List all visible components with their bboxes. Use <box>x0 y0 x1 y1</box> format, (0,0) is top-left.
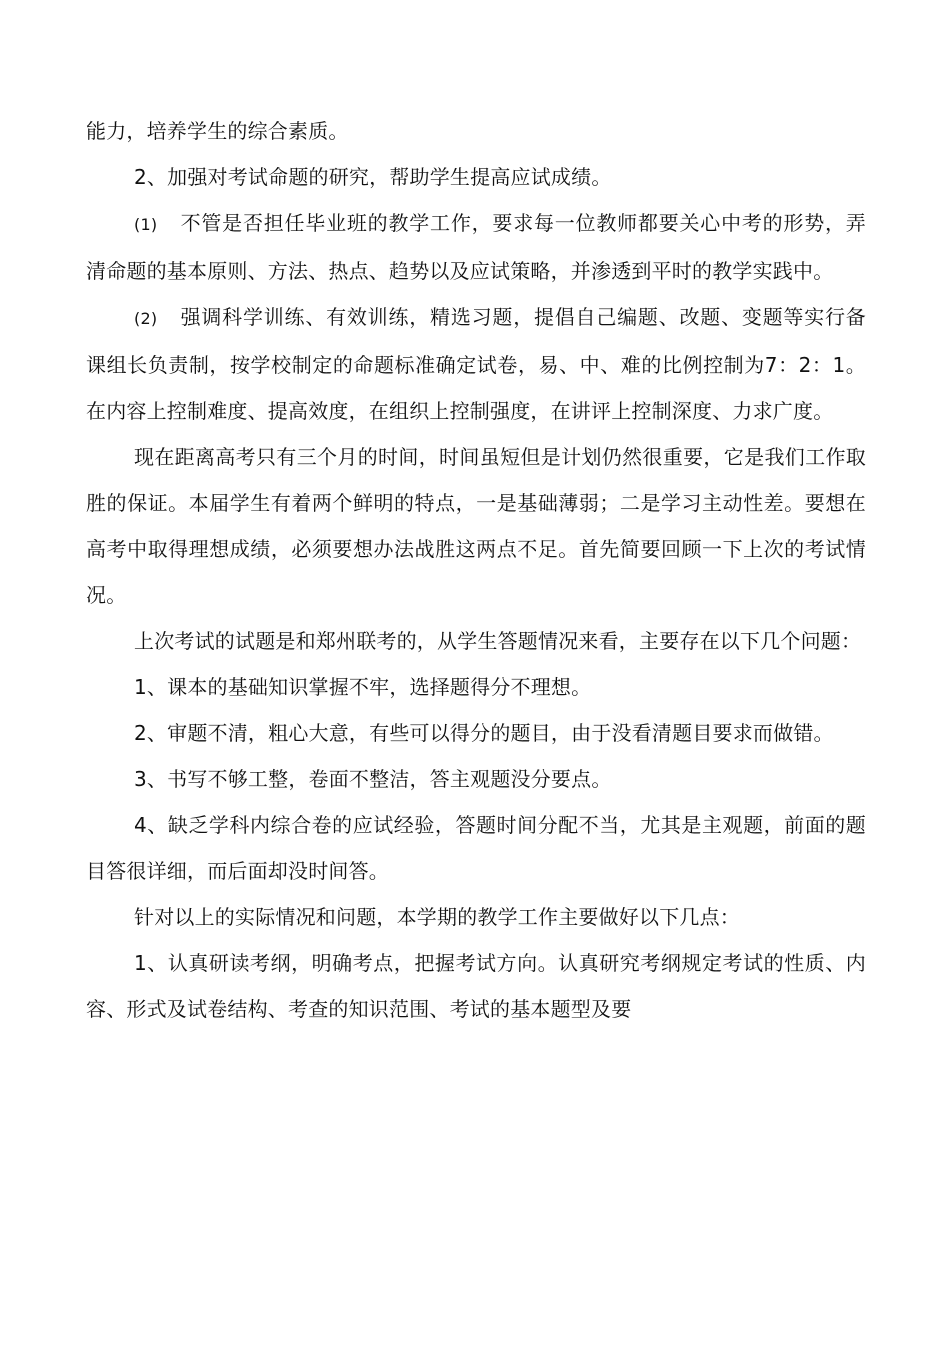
paragraph-9: 3、书写不够工整，卷面不整洁，答主观题没分要点。 <box>134 767 612 791</box>
paragraph-12: 1、认真研读考纲，明确考点，把握考试方向。认真研究考纲规定考试的性质、内容、形式及试卷结构、考查的知识范围、考试的基本题型及要 <box>86 951 866 1021</box>
list-marker: (1) <box>134 215 158 234</box>
paragraph-4-text: 强调科学训练、有效训练，精选习题，提倡自己编题、改题、变题等实行备课组长负责制，按学校制定的命题标准确定试卷，易、中、难的比例控制为7：2：1。在内容上控制难度、提高效度，在组织上控制强度，在讲评上控制深度、力求广度。 <box>86 305 866 423</box>
paragraph-3 <box>86 200 866 294</box>
paragraph-6: 上次考试的试题是和郑州联考的，从学生答题情况来看，主要存在以下几个问题： <box>134 629 862 653</box>
paragraph-1: 能力，培养学生的综合素质。 <box>86 119 349 143</box>
paragraph-5: 现在距离高考只有三个月的时间，时间虽短但是计划仍然很重要，它是我们工作取胜的保证。本届学生有着两个鲜明的特点，一是基础薄弱；二是学习主动性差。要想在高考中取得理想成绩，必须要想办法战胜这两点不足。首先简要回顾一下上次的考试情况。 <box>86 445 866 607</box>
paragraph-2: 2、加强对考试命题的研究，帮助学生提高应试成绩。 <box>134 165 612 189</box>
paragraph-8: 2、审题不清，粗心大意，有些可以得分的题目，由于没看清题目要求而做错。 <box>134 721 834 745</box>
list-marker: (2) <box>134 309 158 328</box>
paragraph-7: 1、课本的基础知识掌握不牢，选择题得分不理想。 <box>134 675 592 699</box>
paragraph-10: 4、缺乏学科内综合卷的应试经验，答题时间分配不当，尤其是主观题，前面的题目答很详细，而后面却没时间答。 <box>86 813 866 883</box>
paragraph-3-text: 不管是否担任毕业班的教学工作，要求每一位教师都要关心中考的形势，弄清命题的基本原则、方法、热点、趋势以及应试策略，并渗透到平时的教学实践中。 <box>86 211 866 283</box>
document-body <box>86 108 866 1032</box>
paragraph-11: 针对以上的实际情况和问题，本学期的教学工作主要做好以下几点： <box>134 905 740 929</box>
paragraph-4 <box>86 294 866 434</box>
